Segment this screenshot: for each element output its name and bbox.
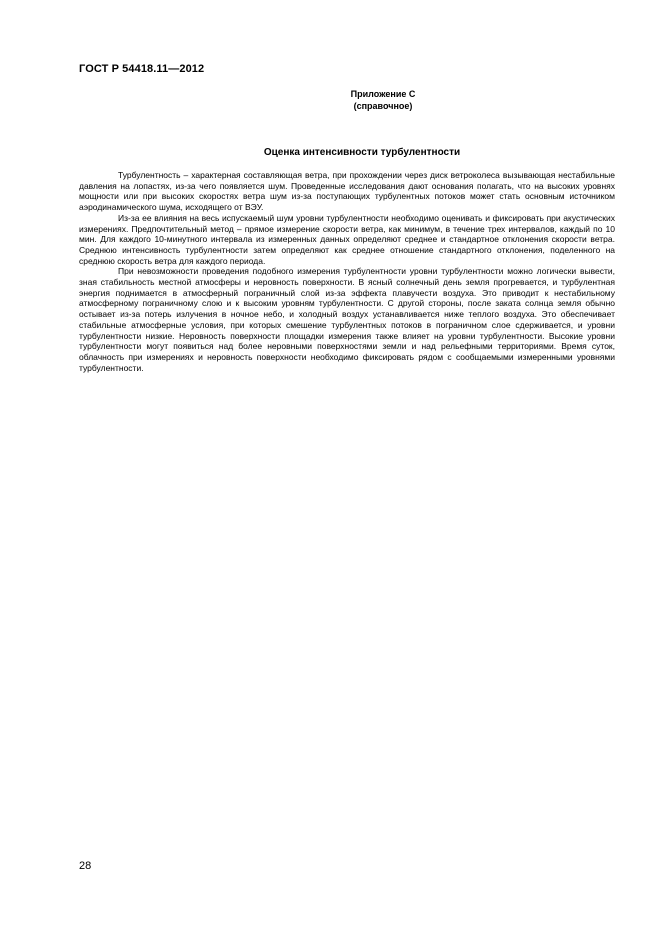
- page-number: 28: [79, 860, 92, 872]
- appendix-note: (справочное): [353, 100, 413, 111]
- document-code: ГОСТ Р 54418.11—2012: [79, 63, 205, 75]
- appendix-title: Приложение С: [350, 89, 416, 99]
- paragraph-1: Турбулентность – характерная составляющая ветра, при прохождении через диск ветроколеса вызывающая нестабильные давления на лопастях, из-за чего появляется шум. Проведенные исследования дают основания полагать, что на высоких уровнях мощности или при высоких скоростях ветра шум из-за поступающих турбулентных потоков может стать основным источником аэродинамического шума, исходящего от ВЭУ.: [79, 170, 615, 213]
- section-title: Оценка интенсивности турбулентности: [263, 147, 461, 158]
- appendix-heading: [79, 89, 615, 112]
- body-text: [79, 170, 615, 373]
- paragraph-2: Из-за ее влияния на весь испускаемый шум уровни турбулентности необходимо оценивать и фиксировать при акустических измерениях. Предпочтительный метод – прямое измерение скорости ветра, как минимум, в течение трех интервалов, каждый по 10 мин. Для каждого 10-минутного интервала из измеренных данных определяют среднее и стандартное отклонения скорости ветра. Среднюю интенсивность турбулентности затем определяют как среднее отношение стандартного отклонения, поделенного на среднюю скорость ветра для каждого периода.: [79, 212, 615, 266]
- paragraph-3: При невозможности проведения подобного измерения турбулентности уровни турбулентности можно логически вывести, зная стабильность местной атмосферы и неровность поверхности. В ясный солнечный день земля прогревается, и турбулентная энергия поднимается в атмосферный пограничный слой из-за эффекта плавучести воздуха. Это приводит к нестабильному атмосферному пограничному слою и к высоким уровням турбулентности. С другой стороны, после заката солнца земля обычно остывает из-за потерь излучения в ночное небо, и холодный воздух устанавливается ниже теплого воздуха. Это обеспечивает стабильные атмосферные условия, при которых смешение турбулентных потоков в пограничном слое сдерживается, и уровни турбулентности низкие. Неровность поверхности площадки измерения также влияет на уровни турбулентности. Высокие уровни турбулентности могут появиться над более неровными поверхностями земли и над рельефными территориями. Время суток, облачность при измерениях и неровность поверхности необходимо фиксировать рядом с сообщаемыми измеренными уровнями турбулентности.: [79, 266, 615, 373]
